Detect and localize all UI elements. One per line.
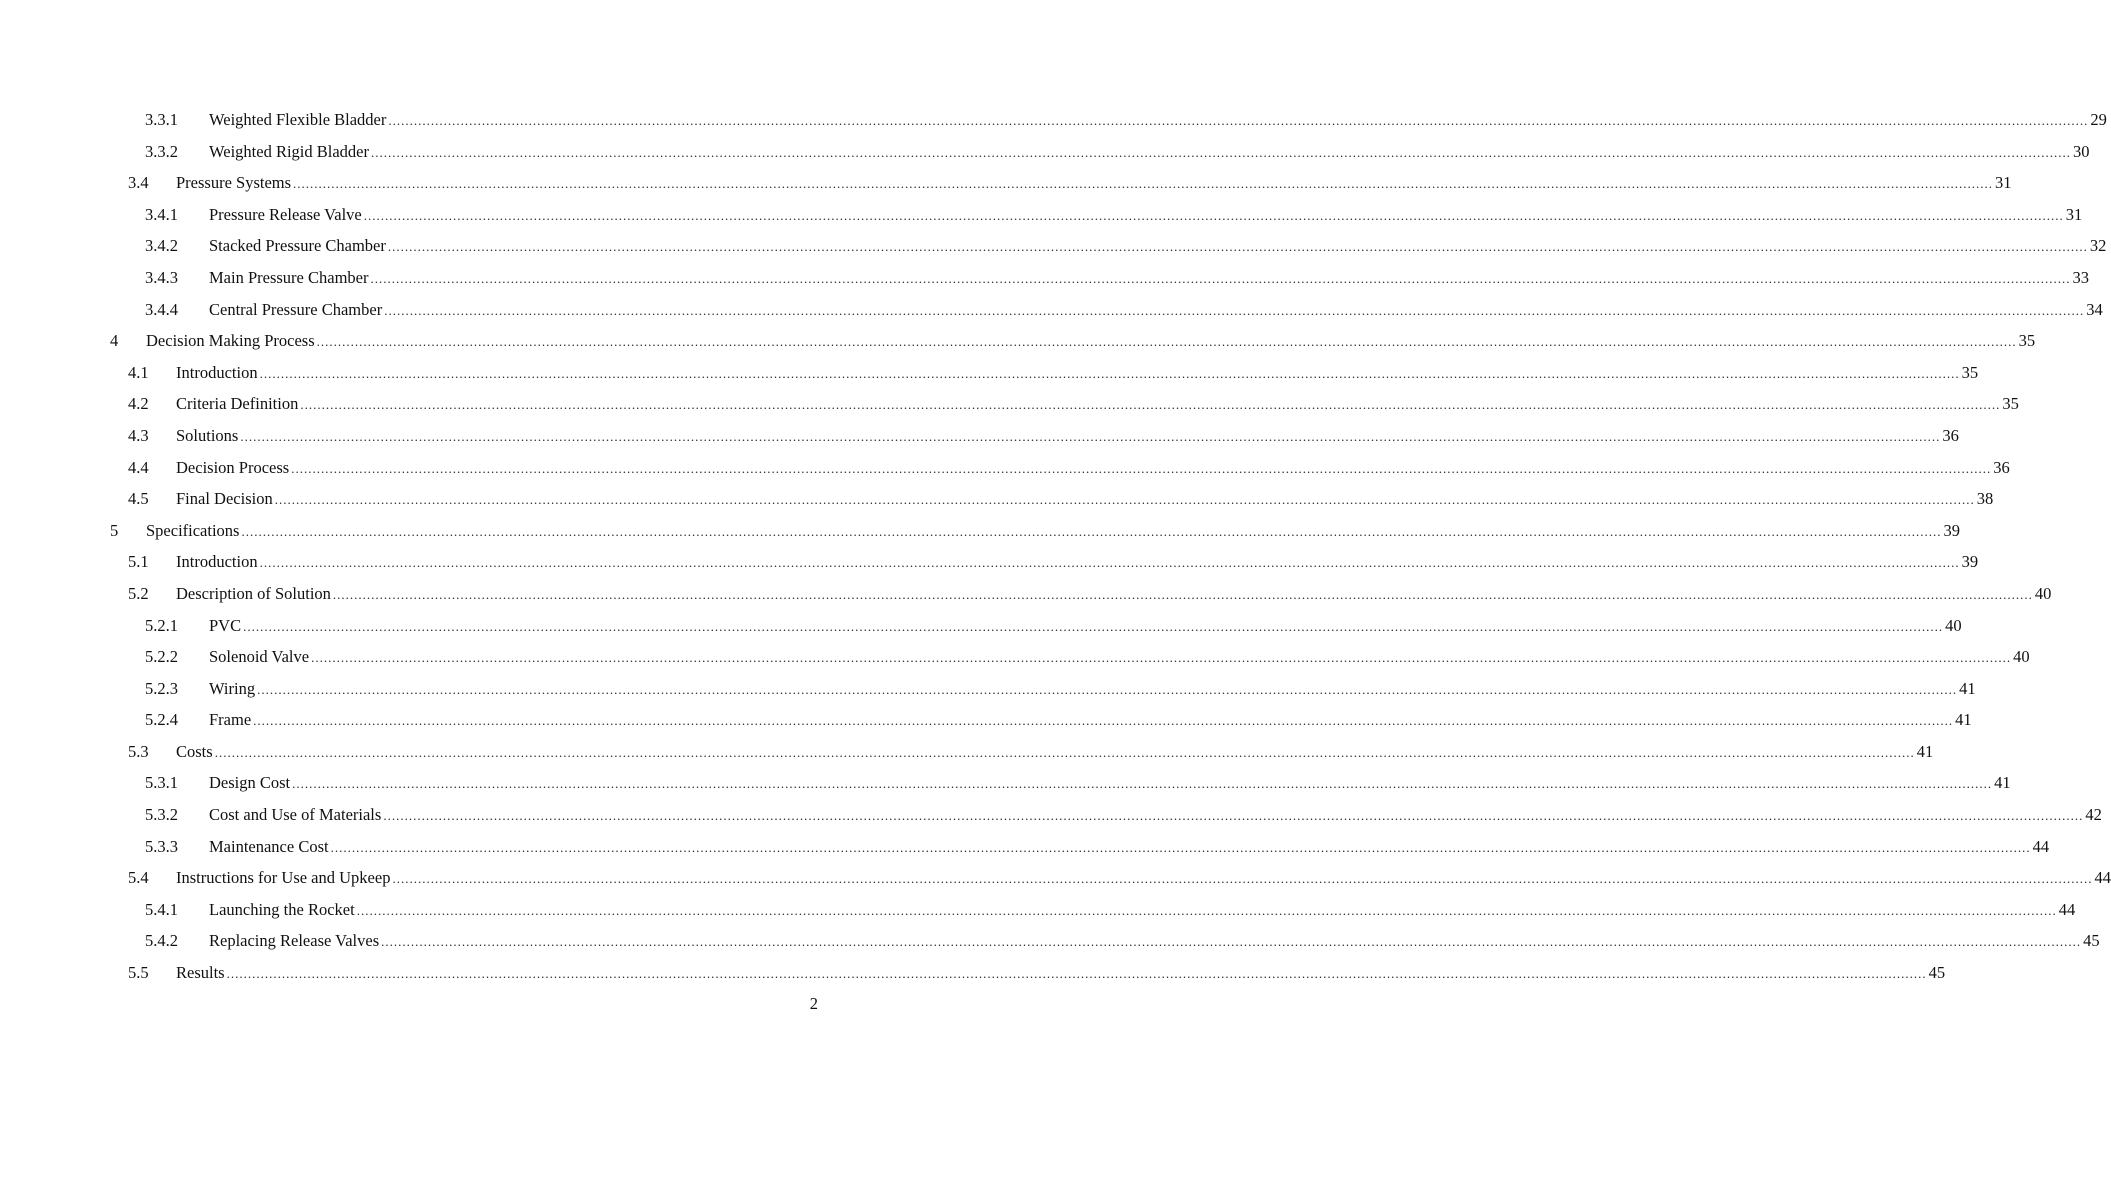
toc-entry-line [176, 552, 1979, 573]
toc-entry-page: 41 [1955, 710, 1972, 730]
toc-entry-title: Pressure Systems [176, 173, 292, 193]
toc-entry-line [209, 615, 1962, 637]
toc-dot-leader: ................................................................................................................................................................................................................................................................................................................................................................................................................ [381, 934, 2082, 950]
toc-entry-title: Decision Process [176, 457, 290, 477]
toc-entry[interactable] [0, 736, 1934, 768]
toc-entry-number: 4 [110, 331, 119, 351]
toc-entry-line [209, 267, 2089, 289]
toc-entry-number: 4.5 [128, 489, 149, 509]
toc-entry-number: 5.4.2 [145, 931, 178, 951]
toc-entry-page: 41 [1916, 741, 1934, 761]
toc-entry-line [209, 836, 2050, 858]
toc-entry-line [209, 710, 1972, 731]
toc-entry-line [176, 173, 2012, 194]
toc-entry-title: Introduction [176, 552, 258, 572]
toc-entry-page: 35 [2002, 394, 2019, 414]
toc-entry[interactable] [0, 483, 1994, 515]
toc-entry-line [209, 236, 2107, 257]
toc-entry-line [209, 299, 2103, 321]
toc-entry-title: Cost and Use of Materials [209, 805, 382, 825]
toc-entry-title: Pressure Release Valve [209, 204, 362, 224]
toc-entry-page: 30 [2072, 141, 2090, 161]
toc-entry-title: Final Decision [176, 489, 273, 509]
toc-entry-page: 40 [1945, 615, 1962, 635]
toc-entry-title: Maintenance Cost [209, 836, 329, 856]
toc-entry-page: 38 [1976, 489, 1994, 509]
toc-entry-page: 36 [1993, 457, 2010, 477]
toc-entry[interactable] [0, 799, 2102, 831]
toc-entry-title: Introduction [176, 362, 258, 382]
toc-entry-number: 5.2.1 [145, 615, 178, 635]
toc-entry-line [146, 331, 2036, 352]
toc-entry[interactable] [0, 136, 2090, 168]
toc-dot-leader: ................................................................................................................................................................................................................................................................................................................................................................................................................ [293, 176, 1994, 192]
toc-dot-leader: ................................................................................................................................................................................................................................................................................................................................................................................................................ [241, 523, 1942, 539]
toc-entry-page: 44 [2032, 836, 2050, 856]
toc-entry-line [176, 583, 2052, 605]
toc-entry-page: 40 [2013, 647, 2030, 667]
toc-dot-leader: ................................................................................................................................................................................................................................................................................................................................................................................................................ [332, 586, 2033, 602]
toc-entry-number: 5.2.3 [145, 678, 178, 698]
toc-entry-page: 35 [2018, 331, 2036, 351]
toc-entry[interactable] [0, 294, 2103, 326]
toc-entry-line [209, 931, 2100, 952]
toc-entry-title: Instructions for Use and Upkeep [176, 868, 391, 888]
toc-entry-page: 41 [1959, 678, 1976, 698]
toc-entry-number: 3.4.2 [145, 236, 178, 256]
toc-entry-line [209, 805, 2102, 826]
toc-entry-title: Frame [209, 710, 252, 730]
toc-entry-number: 5.2.4 [145, 710, 178, 730]
toc-entry-page: 31 [1995, 173, 2012, 193]
toc-entry-line [209, 678, 1976, 700]
toc-entry-page: 39 [1961, 552, 1979, 572]
toc-entry-page: 36 [1942, 425, 1959, 445]
toc-entry-line [176, 963, 1946, 984]
toc-entry[interactable] [0, 199, 2083, 231]
toc-entry-title: Specifications [146, 520, 240, 540]
toc-entry-number: 3.4 [128, 173, 149, 193]
toc-dot-leader: ................................................................................................................................................................................................................................................................................................................................................................................................................ [370, 144, 2071, 160]
toc-dot-leader: ................................................................................................................................................................................................................................................................................................................................................................................................................ [384, 302, 2085, 318]
toc-entry[interactable] [0, 357, 1979, 389]
toc-entry-title: Weighted Flexible Bladder [209, 110, 387, 129]
toc-entry-title: Design Cost [209, 773, 291, 793]
toc-dot-leader: ................................................................................................................................................................................................................................................................................................................................................................................................................ [226, 966, 1927, 982]
toc-entry[interactable] [0, 831, 2050, 863]
toc-entry-title: Criteria Definition [176, 394, 299, 414]
toc-entry[interactable] [0, 894, 2076, 926]
toc-entry[interactable] [0, 767, 2011, 799]
toc-entry[interactable] [0, 673, 1976, 705]
toc-entry-number: 5.4.1 [145, 899, 178, 919]
toc-entry-title: Central Pressure Chamber [209, 299, 383, 319]
toc-dot-leader: ................................................................................................................................................................................................................................................................................................................................................................................................................ [383, 808, 2084, 824]
toc-entry-number: 5.3 [128, 741, 149, 761]
toc-entry[interactable] [0, 925, 2100, 957]
toc-entry[interactable] [0, 862, 2111, 894]
toc-entry-line [176, 457, 2010, 479]
toc-dot-leader: ................................................................................................................................................................................................................................................................................................................................................................................................................ [259, 555, 1960, 571]
toc-entry-page: 29 [2090, 110, 2107, 129]
toc-entry[interactable] [0, 262, 2089, 294]
toc-entry-number: 4.1 [128, 362, 149, 382]
toc-dot-leader: ................................................................................................................................................................................................................................................................................................................................................................................................................ [243, 618, 1944, 634]
toc-dot-leader: ................................................................................................................................................................................................................................................................................................................................................................................................................ [274, 492, 1975, 508]
toc-entry-number: 5.4 [128, 868, 149, 888]
toc-entry[interactable] [0, 230, 2107, 262]
toc-dot-leader: ................................................................................................................................................................................................................................................................................................................................................................................................................ [370, 270, 2071, 286]
toc-entry-page: 33 [2072, 267, 2089, 287]
toc-entry-number: 4.2 [128, 394, 149, 414]
toc-entry[interactable] [0, 704, 1972, 736]
toc-entry[interactable] [0, 515, 1960, 547]
toc-entry-page: 44 [2058, 899, 2076, 919]
toc-entry-title: Costs [176, 741, 213, 761]
toc-entry-title: Solenoid Valve [209, 647, 310, 667]
toc-entry-line [176, 868, 2111, 889]
page-number: 2 [809, 994, 818, 1013]
toc-entry-number: 5.1 [128, 552, 149, 572]
toc-entry-title: Description of Solution [176, 583, 331, 603]
toc-entry-number: 3.4.3 [145, 267, 178, 287]
toc-entry-title: Solutions [176, 425, 239, 445]
toc-dot-leader: ................................................................................................................................................................................................................................................................................................................................................................................................................ [300, 397, 2001, 413]
toc-entry-title: Launching the Rocket [209, 899, 355, 919]
toc-entry[interactable] [0, 388, 2019, 420]
toc-entry-line [209, 204, 2083, 226]
toc-entry-line [209, 141, 2090, 163]
toc-dot-leader: ................................................................................................................................................................................................................................................................................................................................................................................................................ [363, 207, 2064, 223]
toc-entry-number: 3.4.4 [145, 299, 178, 319]
toc-entry-number: 5.3.2 [145, 805, 178, 825]
toc-entry[interactable] [0, 578, 2052, 610]
toc-entry-page: 42 [2085, 805, 2102, 825]
toc-entry-line [209, 647, 2030, 668]
toc-entry-number: 3.3.2 [145, 141, 178, 161]
toc-dot-leader: ................................................................................................................................................................................................................................................................................................................................................................................................................ [387, 239, 2088, 255]
toc-entry-number: 5 [110, 520, 119, 540]
toc-entry-page: 45 [2083, 931, 2100, 951]
toc-entry[interactable] [0, 325, 2036, 357]
toc-entry-title: Results [176, 963, 225, 983]
toc-entry[interactable] [0, 104, 2107, 136]
toc-entry-title: Weighted Rigid Bladder [209, 141, 369, 161]
toc-dot-leader: ................................................................................................................................................................................................................................................................................................................................................................................................................ [257, 681, 1958, 697]
toc-entry-line [176, 362, 1979, 384]
toc-entry-number: 3.3.1 [145, 110, 178, 129]
toc-entry-number: 4.3 [128, 425, 149, 445]
toc-entry-line [176, 394, 2019, 415]
toc-entry[interactable] [0, 420, 1959, 452]
toc-entry-line [209, 773, 2011, 794]
toc-entry-page: 45 [1928, 963, 1946, 983]
toc-entry-line [176, 489, 1994, 510]
toc-dot-leader: ................................................................................................................................................................................................................................................................................................................................................................................................................ [311, 650, 2012, 666]
toc-entry[interactable] [0, 641, 2030, 673]
toc-dot-leader: ................................................................................................................................................................................................................................................................................................................................................................................................................ [388, 113, 2089, 128]
toc-entry[interactable] [0, 452, 2010, 484]
toc-entry[interactable] [0, 957, 1946, 989]
toc-dot-leader: ................................................................................................................................................................................................................................................................................................................................................................................................................ [392, 871, 2093, 887]
toc-entry[interactable] [0, 167, 2012, 199]
toc-entry-title: Replacing Release Valves [209, 931, 380, 951]
toc-dot-leader: ................................................................................................................................................................................................................................................................................................................................................................................................................ [214, 744, 1915, 760]
toc-dot-leader: ................................................................................................................................................................................................................................................................................................................................................................................................................ [356, 902, 2057, 918]
toc-entry-page: 34 [2086, 299, 2103, 319]
toc-entry-page: 32 [2089, 236, 2107, 256]
toc-dot-leader: ................................................................................................................................................................................................................................................................................................................................................................................................................ [240, 428, 1941, 444]
toc-entry-number: 5.3.3 [145, 836, 178, 856]
toc-entry-page: 31 [2065, 204, 2083, 224]
toc-entry-page: 39 [1943, 520, 1960, 540]
toc-entry-line [176, 425, 1959, 447]
toc-dot-leader: ................................................................................................................................................................................................................................................................................................................................................................................................................ [292, 776, 1993, 792]
toc-entry-title: Main Pressure Chamber [209, 267, 369, 287]
toc-dot-leader: ................................................................................................................................................................................................................................................................................................................................................................................................................ [330, 839, 2031, 855]
toc-dot-leader: ................................................................................................................................................................................................................................................................................................................................................................................................................ [253, 713, 1954, 729]
toc-entry-line [176, 741, 1934, 763]
toc-entry-number: 4.4 [128, 457, 149, 477]
toc-entry-title: Stacked Pressure Chamber [209, 236, 386, 256]
toc-entry-number: 5.5 [128, 963, 149, 983]
toc-entry-title: Decision Making Process [146, 331, 315, 351]
toc-entry-number: 5.3.1 [145, 773, 178, 793]
toc-entry-page: 40 [2034, 583, 2052, 603]
toc-entry-title: PVC [209, 615, 242, 635]
toc-entry-line [209, 899, 2076, 921]
table-of-contents [0, 104, 2111, 989]
toc-entry[interactable] [0, 610, 1962, 642]
toc-entry-number: 3.4.1 [145, 204, 178, 224]
toc-dot-leader: ................................................................................................................................................................................................................................................................................................................................................................................................................ [291, 460, 1992, 476]
toc-entry-line [209, 110, 2107, 131]
toc-entry-number: 5.2 [128, 583, 149, 603]
toc-entry-line [146, 520, 1960, 542]
toc-entry-number: 5.2.2 [145, 647, 178, 667]
toc-entry-title: Wiring [209, 678, 256, 698]
toc-dot-leader: ................................................................................................................................................................................................................................................................................................................................................................................................................ [259, 365, 1960, 381]
toc-entry-page: 35 [1961, 362, 1979, 382]
toc-dot-leader: ................................................................................................................................................................................................................................................................................................................................................................................................................ [316, 334, 2017, 350]
toc-entry-page: 44 [2094, 868, 2111, 888]
toc-entry[interactable] [0, 546, 1979, 578]
toc-entry-page: 41 [1994, 773, 2011, 793]
